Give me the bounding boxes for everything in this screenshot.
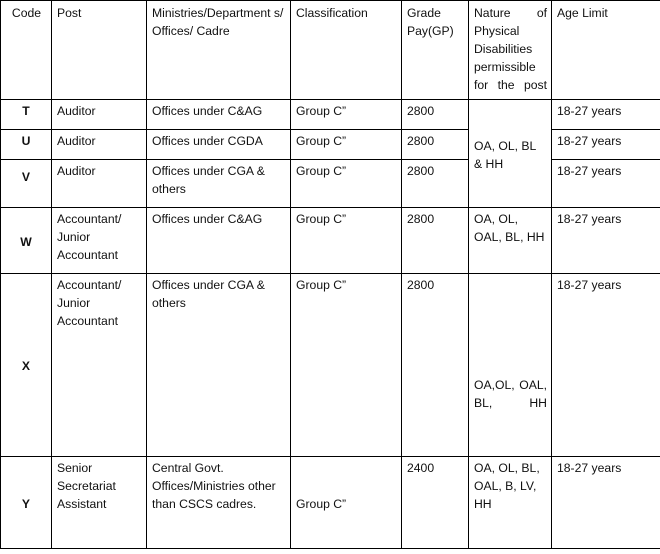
row-code: W — [1, 208, 52, 274]
row-grade-pay: 2800 — [402, 208, 469, 274]
header-nature: Nature of Physical Disabilities permissible for the post — [469, 1, 552, 100]
table-row — [1, 160, 660, 208]
row-post: Accountant/ Junior Accountant — [52, 274, 147, 457]
row-age-limit: 18-27 years — [552, 130, 660, 160]
header-age-limit: Age Limit — [552, 1, 660, 100]
row-ministry: Offices under CGDA — [147, 130, 291, 160]
table-row — [1, 100, 660, 130]
row-grade-pay: 2400 — [402, 457, 469, 549]
table-row — [1, 274, 660, 457]
table-row — [1, 208, 660, 274]
row-nature: OA, OL, OAL, BL, HH — [469, 208, 552, 274]
row-age-limit: 18-27 years — [552, 100, 660, 130]
row-classification: Group C” — [291, 160, 402, 208]
row-ministry: Offices under C&AG — [147, 208, 291, 274]
row-post: Auditor — [52, 160, 147, 208]
header-classification: Classification — [291, 1, 402, 100]
row-nature: OA, OL, BL & HH — [469, 100, 552, 208]
row-classification: Group C” — [291, 457, 402, 549]
row-code: V — [1, 160, 52, 208]
row-post: Auditor — [52, 100, 147, 130]
row-ministry: Offices under CGA & others — [147, 274, 291, 457]
row-nature: OA,OL, OAL, BL, HH — [469, 274, 552, 457]
row-code: T — [1, 100, 52, 130]
row-classification: Group C” — [291, 208, 402, 274]
header-code: Code — [1, 1, 52, 100]
row-code: Y — [1, 457, 52, 549]
header-post: Post — [52, 1, 147, 100]
row-grade-pay: 2800 — [402, 274, 469, 457]
header-grade-pay: Grade Pay(GP) — [402, 1, 469, 100]
row-grade-pay: 2800 — [402, 130, 469, 160]
row-ministry: Central Govt. Offices/Ministries other than CSCS cadres. — [147, 457, 291, 549]
row-classification: Group C” — [291, 130, 402, 160]
row-grade-pay: 2800 — [402, 160, 469, 208]
row-code: X — [1, 274, 52, 457]
row-ministry: Offices under C&AG — [147, 100, 291, 130]
row-age-limit: 18-27 years — [552, 160, 660, 208]
row-age-limit: 18-27 years — [552, 274, 660, 457]
row-code: U — [1, 130, 52, 160]
table-row — [1, 130, 660, 160]
row-classification: Group C” — [291, 274, 402, 457]
row-grade-pay: 2800 — [402, 100, 469, 130]
header-ministries: Ministries/Department s/ Offices/ Cadre — [147, 1, 291, 100]
row-age-limit: 18-27 years — [552, 208, 660, 274]
row-post: Senior Secretariat Assistant — [52, 457, 147, 549]
row-age-limit: 18-27 years — [552, 457, 660, 549]
table-header-row — [1, 1, 660, 100]
row-classification: Group C” — [291, 100, 402, 130]
table-row — [1, 457, 660, 549]
row-nature: OA, OL, BL, OAL, B, LV, HH — [469, 457, 552, 549]
row-ministry: Offices under CGA & others — [147, 160, 291, 208]
row-post: Accountant/ Junior Accountant — [52, 208, 147, 274]
row-post: Auditor — [52, 130, 147, 160]
